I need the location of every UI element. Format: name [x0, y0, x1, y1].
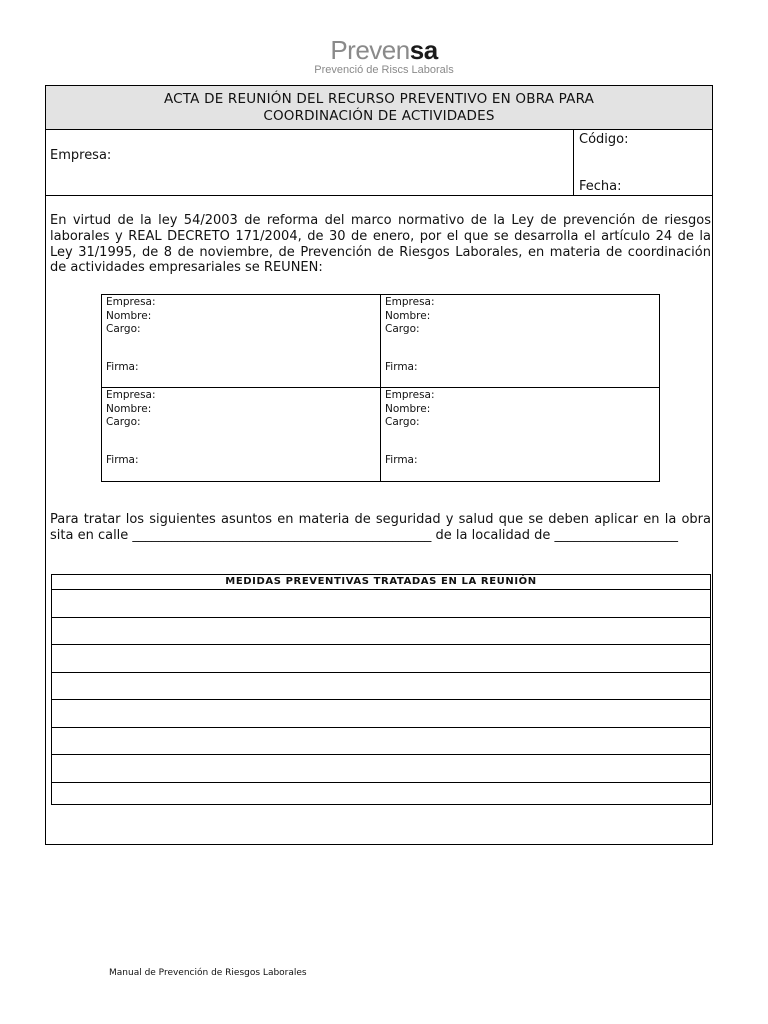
attendee-empresa-label: Empresa:: [106, 389, 156, 401]
medidas-row[interactable]: [52, 673, 710, 701]
brand-name-part2: sa: [409, 35, 438, 65]
attendee-firma-label: Firma:: [385, 361, 418, 373]
attendee-cargo-label: Cargo:: [106, 323, 141, 335]
brand-name: [0, 36, 768, 64]
attendee-nombre-label: Nombre:: [385, 309, 431, 322]
medidas-row[interactable]: [52, 618, 710, 646]
form-title: [46, 86, 712, 130]
empresa-field[interactable]: Empresa:: [50, 148, 112, 163]
attendees-grid: [101, 294, 660, 482]
brand-logo: [0, 36, 768, 76]
fecha-field[interactable]: Fecha:: [579, 179, 622, 194]
form-title-line1: ACTA DE REUNIÓN DEL RECURSO PREVENTIVO EN OBRA PARA: [163, 91, 595, 107]
attendee-cargo-label: Cargo:: [385, 416, 420, 428]
form-frame: [45, 85, 713, 845]
attendee-firma-label: Firma:: [106, 454, 139, 466]
intro-paragraph: En virtud de la ley 54/2003 de reforma del marco normativo de la Ley de prevención de riesgos laborales y REAL DECRETO 171/2004, de 30 de enero, por el que se desarrolla el artículo 24 de la Ley 31/1995, de 8 de noviembre, de Prevención de Riesgos Laborales, en materia de coordinación de actividades empresariales se REUNEN:: [50, 213, 711, 276]
attendee-nombre-label: Nombre:: [106, 402, 152, 415]
attendee-cell-1[interactable]: [102, 295, 381, 388]
attendee-empresa-label: Empresa:: [385, 296, 435, 308]
attendee-nombre-label: Nombre:: [106, 309, 152, 322]
attendee-firma-label: Firma:: [106, 361, 139, 373]
medidas-table: [51, 574, 711, 805]
attendee-empresa-label: Empresa:: [106, 296, 156, 308]
code-date-cell: [573, 130, 712, 195]
attendee-cell-3[interactable]: [102, 388, 381, 481]
attendee-cargo-label: Cargo:: [385, 323, 420, 335]
form-title-line2: COORDINACIÓN DE ACTIVIDADES: [263, 108, 495, 124]
medidas-table-header: MEDIDAS PREVENTIVAS TRATADAS EN LA REUNIÓN: [52, 575, 710, 590]
asuntos-paragraph: Para tratar los siguientes asuntos en materia de seguridad y salud que se deben aplicar en la obra sita en calle ______________________________________________ de la localidad de ___________________: [50, 512, 711, 543]
page-footer: Manual de Prevención de Riesgos Laborales: [109, 968, 307, 978]
medidas-row[interactable]: [52, 783, 710, 811]
attendee-firma-label: Firma:: [385, 454, 418, 466]
attendee-cell-2[interactable]: [381, 295, 660, 388]
medidas-row[interactable]: [52, 728, 710, 756]
header-fields-row: [46, 130, 712, 196]
medidas-row[interactable]: [52, 645, 710, 673]
medidas-row[interactable]: [52, 700, 710, 728]
medidas-row[interactable]: [52, 590, 710, 618]
codigo-field[interactable]: Código:: [579, 132, 629, 147]
brand-name-part1: Preven: [330, 35, 410, 65]
attendee-cargo-label: Cargo:: [106, 416, 141, 428]
medidas-row[interactable]: [52, 755, 710, 783]
attendee-nombre-label: Nombre:: [385, 402, 431, 415]
brand-tagline: Prevenció de Riscs Laborals: [314, 64, 454, 76]
attendee-empresa-label: Empresa:: [385, 389, 435, 401]
attendee-cell-4[interactable]: [381, 388, 660, 481]
